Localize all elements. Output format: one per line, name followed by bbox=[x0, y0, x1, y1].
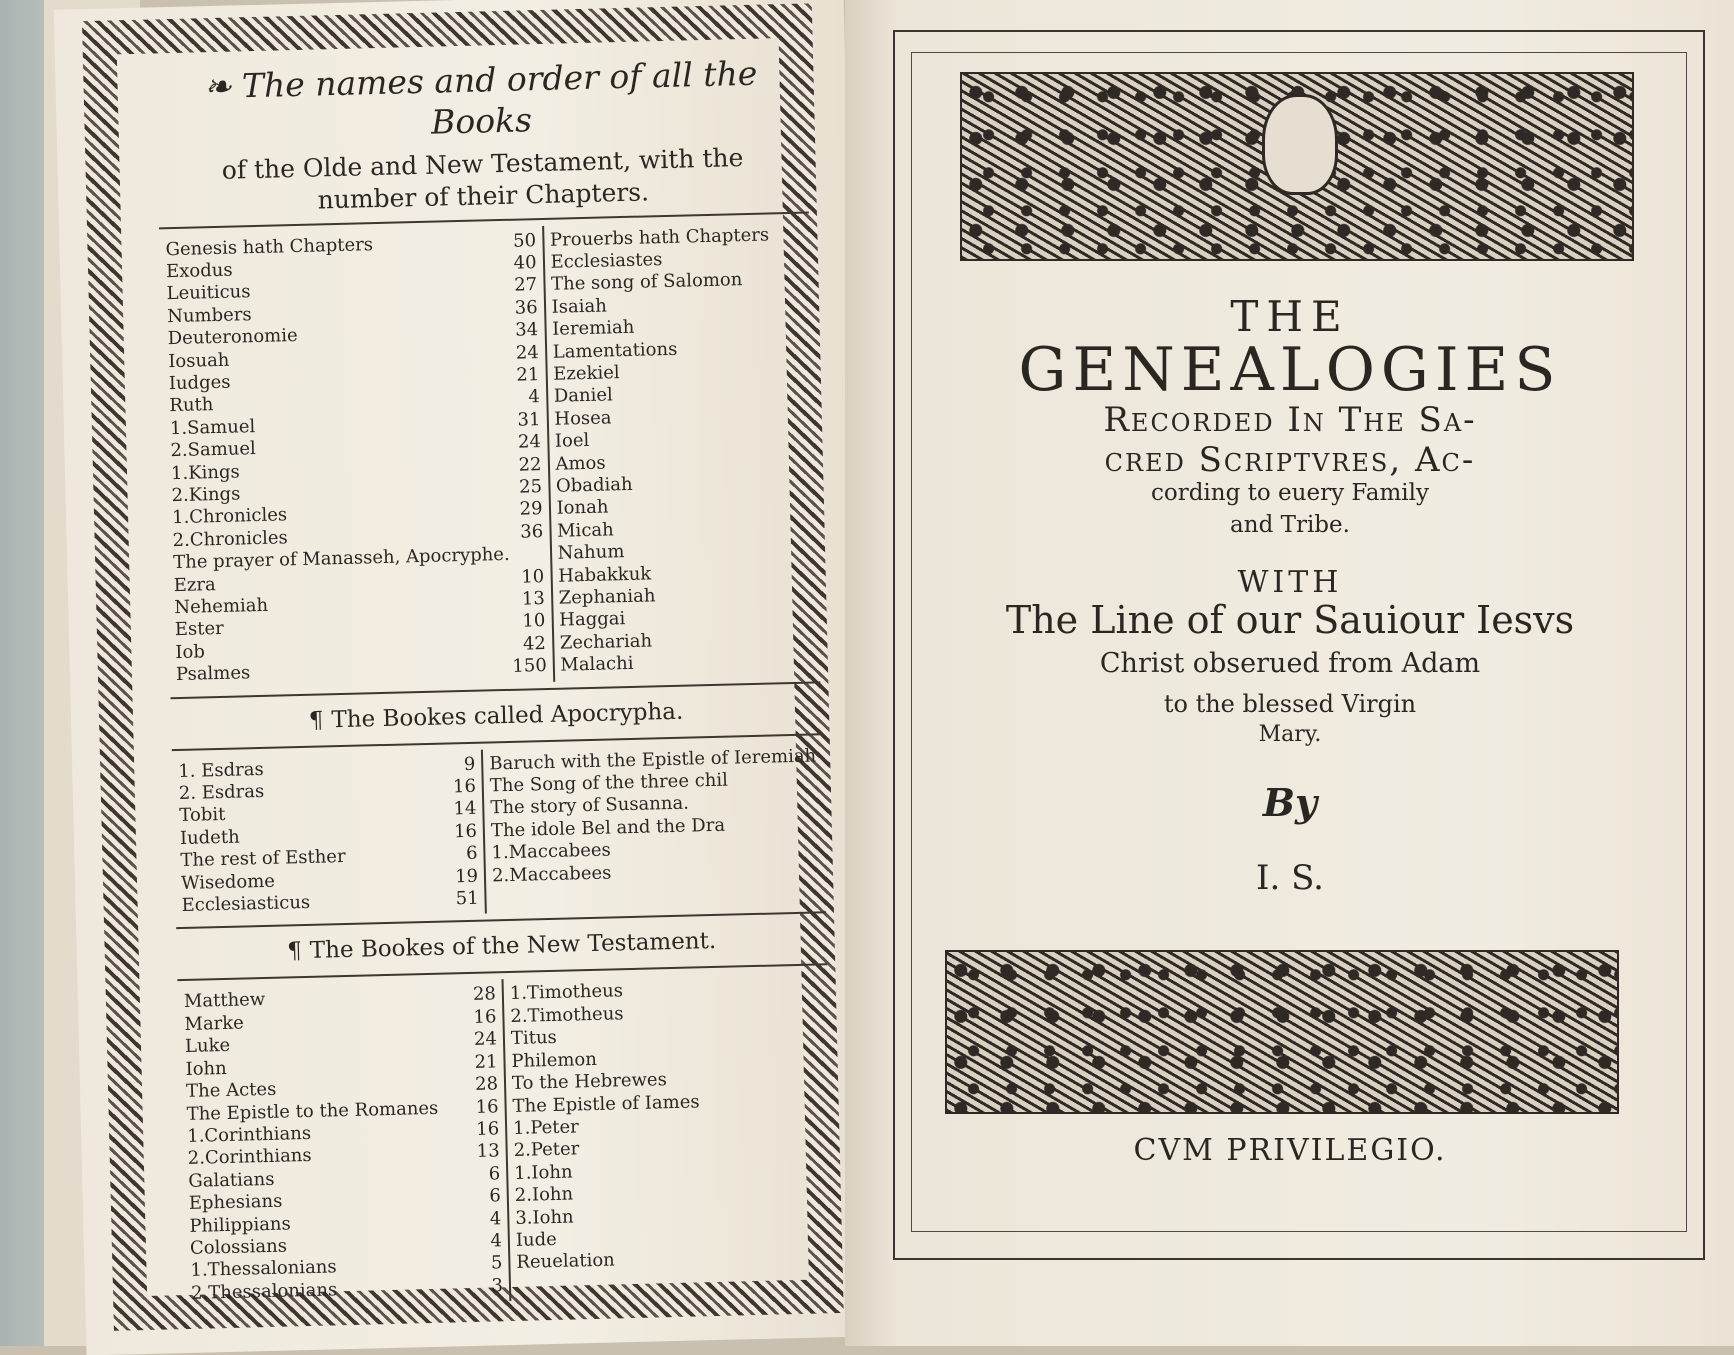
title-line-4: and Tribe. bbox=[1230, 512, 1350, 538]
book-name: 2.Timotheus bbox=[510, 1003, 624, 1027]
book-name: 1.Samuel bbox=[169, 415, 256, 439]
book-name: The idole Bel and the Dra bbox=[490, 814, 726, 842]
title-line-3: cording to euery Family bbox=[1150, 480, 1429, 506]
new-testament-heading: ¶ The Bookes of the New Testament. bbox=[286, 928, 717, 965]
chapter-count: 3 bbox=[491, 1275, 504, 1297]
book-name: Iohn bbox=[185, 1057, 227, 1080]
chapter-count: 21 bbox=[516, 364, 540, 386]
woodcut-headpiece bbox=[960, 72, 1634, 261]
title-line-1: Recorded In The Sa- bbox=[1103, 400, 1477, 440]
book-name: The rest of Esther bbox=[180, 846, 346, 872]
old-testament-right-column bbox=[544, 219, 821, 681]
book-name: 1.Thessalonians bbox=[190, 1256, 337, 1282]
book-list bbox=[155, 52, 835, 1310]
book-name: Obadiah bbox=[555, 473, 633, 497]
pilcrow-icon: ¶ bbox=[308, 707, 324, 734]
book-name: 2.Thessalonians bbox=[190, 1279, 338, 1304]
chapter-count: 16 bbox=[475, 1118, 500, 1140]
book-name: Baruch with the Epistle of Ieremiah bbox=[489, 745, 817, 775]
book-name: Prouerbs hath Chapters bbox=[549, 223, 770, 251]
chapter-count: 13 bbox=[476, 1140, 500, 1163]
book-name: The story of Susanna. bbox=[490, 793, 690, 819]
book-name: Reuelation bbox=[516, 1249, 616, 1274]
book-name: Psalmes bbox=[175, 662, 251, 686]
book-entry bbox=[560, 649, 814, 678]
book-name: 2.Kings bbox=[171, 483, 241, 507]
chapter-count: 6 bbox=[488, 1163, 501, 1185]
book-name: The Actes bbox=[185, 1078, 277, 1103]
book-name: 1.Iohn bbox=[513, 1161, 573, 1184]
chapter-count: 28 bbox=[474, 1073, 499, 1095]
chapter-count: 24 bbox=[473, 1028, 498, 1051]
title-by: By bbox=[1262, 780, 1318, 825]
book-name: 3.Iohn bbox=[515, 1206, 574, 1229]
chapter-count: 16 bbox=[453, 820, 478, 843]
chapter-count: 24 bbox=[517, 431, 542, 453]
chapter-count: 27 bbox=[513, 274, 538, 296]
book-name: The prayer of Manasseh, Apocryphe. bbox=[172, 544, 510, 574]
book-name: Micah bbox=[556, 519, 614, 542]
book-name: Daniel bbox=[553, 384, 613, 408]
book-name: Numbers bbox=[166, 303, 252, 327]
chapter-count: 10 bbox=[522, 610, 546, 632]
book-name: Malachi bbox=[560, 653, 634, 676]
book-name: 1. Esdras bbox=[178, 758, 264, 782]
book-name: Iosuah bbox=[168, 349, 230, 372]
apocrypha-table bbox=[172, 741, 826, 922]
chapter-count: 40 bbox=[513, 252, 537, 274]
book-name: 1.Peter bbox=[512, 1116, 580, 1139]
book-name: 2.Chronicles bbox=[172, 527, 288, 551]
chapter-count: 150 bbox=[512, 655, 548, 678]
book-name: Ruth bbox=[169, 394, 214, 417]
chapter-count: 28 bbox=[472, 983, 497, 1006]
chapter-count: 42 bbox=[522, 632, 547, 655]
book-name: 2.Peter bbox=[513, 1138, 580, 1162]
book-name: Colossians bbox=[189, 1235, 288, 1259]
book-name: Genesis hath Chapters bbox=[165, 233, 374, 260]
book-name: To the Hebrewes bbox=[511, 1069, 668, 1095]
book-name: Ecclesiastes bbox=[550, 248, 663, 273]
book-name: 1.Maccabees bbox=[491, 839, 612, 864]
book-name: Galatians bbox=[188, 1168, 275, 1192]
book-name: 2.Corinthians bbox=[187, 1145, 312, 1170]
new-testament-left-column bbox=[178, 980, 512, 1310]
chapter-count bbox=[509, 543, 544, 566]
book-name: The song of Salomon bbox=[550, 269, 743, 296]
book-name: Zephaniah bbox=[558, 585, 656, 609]
title-genealogies: GENEALOGIES bbox=[1018, 335, 1562, 405]
book-name: Zechariah bbox=[559, 630, 653, 654]
book-name: 2.Samuel bbox=[170, 438, 257, 462]
book-name: 1.Corinthians bbox=[186, 1122, 312, 1147]
chapter-count: 24 bbox=[515, 341, 540, 364]
new-testament-right-column bbox=[504, 972, 836, 1302]
chapter-count: 5 bbox=[490, 1252, 503, 1274]
book-name: Ester bbox=[174, 618, 224, 641]
book-name: Philippians bbox=[189, 1212, 291, 1237]
old-testament-table bbox=[159, 219, 820, 691]
book-name: Titus bbox=[510, 1027, 558, 1050]
chapter-count: 6 bbox=[489, 1185, 502, 1207]
book-name: Habakkuk bbox=[557, 563, 652, 587]
saviour-line-4: Mary. bbox=[1258, 722, 1322, 747]
book-name: 2.Iohn bbox=[514, 1183, 574, 1207]
book-name: Ezekiel bbox=[553, 362, 620, 385]
book-name: Ecclesiasticus bbox=[181, 891, 311, 917]
woodcut-tailpiece bbox=[945, 950, 1619, 1114]
book-name: Isaiah bbox=[551, 295, 608, 318]
new-testament-table bbox=[178, 972, 836, 1309]
book-name: Marke bbox=[184, 1012, 245, 1035]
book-name: Iude bbox=[515, 1228, 558, 1251]
chapter-count: 51 bbox=[455, 887, 479, 910]
apocrypha-left-column bbox=[172, 749, 487, 921]
apocrypha-right-column bbox=[483, 741, 826, 914]
pilcrow-icon: ¶ bbox=[286, 938, 303, 965]
book-name: Ephesians bbox=[188, 1190, 283, 1215]
chapter-count: 50 bbox=[512, 229, 537, 252]
book-name: Lamentations bbox=[552, 338, 678, 363]
book-name: Wisedome bbox=[180, 870, 276, 894]
chapter-count: 34 bbox=[515, 319, 539, 341]
chapter-count: 36 bbox=[514, 296, 538, 319]
title-page bbox=[845, 0, 1734, 1346]
old-testament-left-column bbox=[159, 225, 555, 690]
saviour-line-3: to the blessed Virgin bbox=[1163, 690, 1417, 718]
chapter-count: 22 bbox=[518, 453, 542, 476]
book-name: Iob bbox=[175, 641, 206, 663]
book-name: Leuiticus bbox=[166, 281, 251, 305]
left-page bbox=[54, 0, 877, 1355]
list-subtitle-1: of the Olde and New Testament, with the bbox=[221, 142, 744, 185]
book-name: 1.Kings bbox=[170, 461, 241, 484]
book-name: Ezra bbox=[173, 573, 216, 596]
chapter-count: 21 bbox=[474, 1051, 498, 1073]
book-name: 2. Esdras bbox=[178, 780, 265, 805]
book-name: Ionah bbox=[556, 496, 609, 520]
chapter-count: 16 bbox=[452, 775, 477, 798]
author-initials: I. S. bbox=[1256, 858, 1324, 898]
book-name: 1.Chronicles bbox=[171, 504, 288, 529]
chapter-count: 10 bbox=[521, 565, 545, 588]
chapter-count: 16 bbox=[473, 1006, 497, 1028]
book-name: Hosea bbox=[554, 407, 612, 430]
book-name: Ieremiah bbox=[551, 316, 635, 340]
title-the: THE bbox=[1230, 292, 1350, 341]
chapter-count: 19 bbox=[454, 865, 479, 887]
book-name: 2.Maccabees bbox=[491, 862, 612, 887]
chapter-count: 4 bbox=[489, 1207, 502, 1230]
list-subtitle-2: number of their Chapters. bbox=[317, 177, 650, 215]
chapter-count: 31 bbox=[517, 408, 541, 431]
book-name: Haggai bbox=[559, 608, 626, 632]
book-name: Ioel bbox=[554, 430, 590, 452]
imprint-cum-privilegio: CVM PRIVILEGIO. bbox=[1133, 1133, 1447, 1168]
chapter-count: 16 bbox=[475, 1095, 499, 1118]
pilcrow-icon: ❧ bbox=[203, 66, 243, 107]
chapter-count: 29 bbox=[519, 498, 543, 520]
book-name: Matthew bbox=[183, 989, 266, 1013]
book-name: The Epistle of Iames bbox=[512, 1090, 700, 1117]
book-name: 1.Timotheus bbox=[509, 980, 624, 1005]
book-name: Luke bbox=[184, 1035, 231, 1058]
book-name: Amos bbox=[555, 452, 606, 475]
chapter-count: 25 bbox=[518, 476, 543, 498]
chapter-count: 14 bbox=[453, 798, 477, 820]
apocrypha-heading: ¶ The Bookes called Apocrypha. bbox=[308, 698, 684, 734]
book-name: The Epistle to the Romanes bbox=[186, 1097, 439, 1125]
chapter-count: 4 bbox=[528, 386, 541, 408]
book-name: Iudeth bbox=[179, 826, 240, 849]
saviour-line-1: The Line of our Sauiour Iesvs bbox=[1005, 598, 1575, 642]
book-name: Nehemiah bbox=[174, 594, 269, 619]
title-line-2: cred Scriptvres, Ac- bbox=[1104, 440, 1476, 480]
book-name: Philemon bbox=[511, 1048, 598, 1072]
book-name: The Song of the three chil bbox=[489, 769, 729, 797]
book-name: Deuteronomie bbox=[167, 325, 298, 350]
chapter-count: 4 bbox=[490, 1230, 503, 1252]
chapter-count: 6 bbox=[465, 843, 478, 865]
saviour-line-2: Christ obserued from Adam bbox=[1099, 648, 1481, 679]
chapter-count: 36 bbox=[519, 520, 544, 543]
book-name: Nahum bbox=[557, 541, 625, 564]
title-with: WITH bbox=[1237, 565, 1343, 600]
book-name: Tobit bbox=[179, 804, 226, 827]
chapter-count: 9 bbox=[463, 753, 476, 775]
face-ornament-icon bbox=[1262, 94, 1338, 195]
chapter-count: 13 bbox=[521, 588, 546, 610]
list-title: ❧ The names and order of all the Books bbox=[203, 53, 758, 142]
book-name: Exodus bbox=[165, 259, 233, 283]
book-name: Iudges bbox=[168, 371, 231, 395]
